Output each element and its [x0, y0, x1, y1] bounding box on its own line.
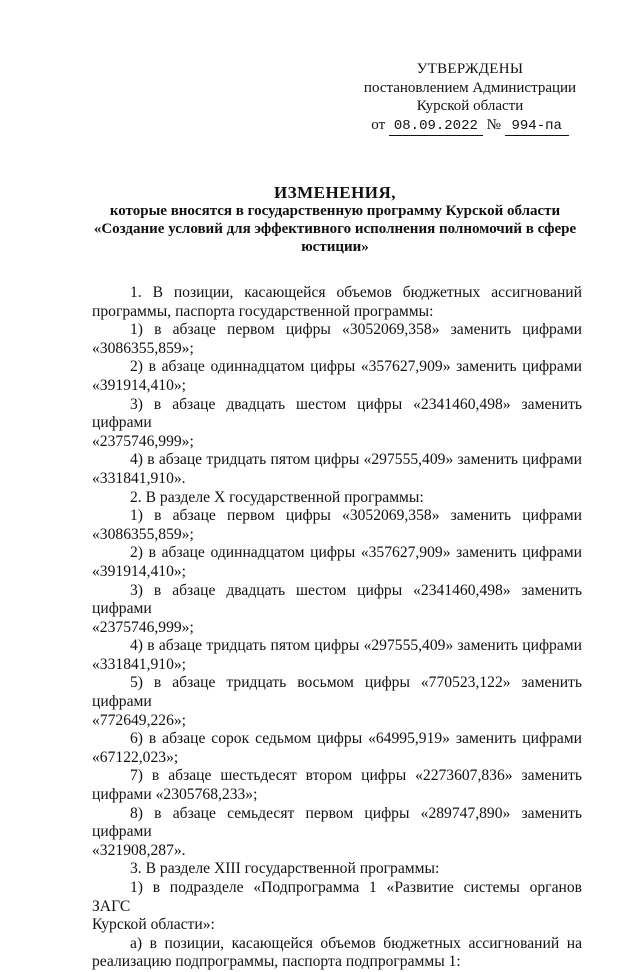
paragraph-first-line: а) в позиции, касающейся объемов бюджетных ассигнований на [130, 934, 582, 952]
approval-line-1: постановлением Администрации [363, 79, 577, 96]
approval-stamp [360, 60, 580, 136]
paragraph-first-line: 8) в абзаце семьдесят первом цифры «289747,890» заменить цифрами [92, 804, 582, 841]
paragraph-continuation: цифрами «2305768,233»; [92, 786, 258, 804]
paragraph [92, 730, 582, 767]
paragraph-first-line: 4) в абзаце тридцать пятом цифры «297555,409» заменить цифрами [130, 451, 582, 469]
paragraph [92, 396, 582, 452]
paragraph-continuation: «391914,410»; [92, 562, 186, 580]
from-label: от [371, 116, 386, 133]
paragraph-continuation: «772649,226»; [92, 711, 186, 729]
paragraph [92, 935, 582, 972]
paragraph-continuation: Курской области»: [92, 916, 215, 934]
paragraph-continuation: «391914,410»; [92, 376, 186, 394]
paragraph [92, 544, 582, 581]
heading-line-1: которые вносятся в государственную программу Курской области [109, 203, 561, 219]
paragraph-first-line: 2) в абзаце одиннадцатом цифры «357627,909» заменить цифрами [130, 358, 582, 376]
paragraph [92, 805, 582, 861]
paragraph-continuation: «331841,910»; [92, 655, 186, 673]
paragraph-continuation: «2375746,999»; [92, 432, 194, 450]
paragraph-continuation: «3086355,859»; [92, 339, 194, 357]
paragraph-continuation: «67122,023»; [92, 748, 179, 766]
approval-number: 994-па [505, 117, 569, 137]
paragraph [92, 489, 582, 508]
paragraph [92, 284, 582, 321]
paragraph-continuation: «321908,287». [92, 841, 186, 859]
paragraph-first-line: 5) в абзаце тридцать восьмом цифры «770523,122» заменить цифрами [92, 674, 582, 711]
paragraph-first-line: 7) в абзаце шестьдесят втором цифры «2273607,836» заменить [130, 767, 582, 785]
heading-line-2: «Создание условий для эффективного исполнения полномочий в сфере [93, 221, 577, 237]
heading-title: ИЗМЕНЕНИЯ, [273, 183, 397, 202]
paragraph-first-line: 2. В разделе X государственной программы: [130, 488, 424, 506]
heading-line-3: юстиции» [301, 239, 369, 255]
paragraph-first-line: 3) в абзаце двадцать шестом цифры «2341460,498» заменить цифрами [92, 581, 582, 618]
document-heading [70, 184, 600, 256]
approval-line-2: Курской области [416, 98, 524, 114]
paragraph-first-line: 3) в абзаце двадцать шестом цифры «2341460,498» заменить цифрами [92, 395, 582, 432]
number-label: № [486, 116, 501, 133]
paragraph-first-line: 1. В позиции, касающейся объемов бюджетных ассигнований [130, 284, 582, 301]
paragraph-continuation: реализацию подпрограммы, паспорта подпрограммы 1: [92, 953, 461, 971]
document-body [92, 284, 582, 972]
paragraph-first-line: 2) в абзаце одиннадцатом цифры «357627,909» заменить цифрами [130, 544, 582, 562]
paragraph [92, 451, 582, 488]
paragraph-first-line: 1) в подразделе «Подпрограмма 1 «Развитие системы органов ЗАГС [92, 879, 582, 915]
paragraph [92, 860, 582, 879]
paragraph [92, 637, 582, 674]
approval-title: УТВЕРЖДЕНЫ [416, 61, 524, 77]
paragraph-first-line: 6) в абзаце сорок седьмом цифры «64995,919» заменить цифрами [130, 730, 582, 748]
paragraph [92, 767, 582, 804]
paragraph [92, 879, 582, 935]
approval-date: 08.09.2022 [389, 117, 483, 137]
paragraph-first-line: 3. В разделе XIII государственной программы: [130, 860, 440, 878]
paragraph-continuation: программы, паспорта государственной программы: [92, 302, 434, 320]
paragraph [92, 507, 582, 544]
paragraph-continuation: «2375746,999»; [92, 618, 194, 636]
paragraph-first-line: 1) в абзаце первом цифры «3052069,358» заменить цифрами [130, 321, 582, 339]
paragraph [92, 321, 582, 358]
paragraph [92, 358, 582, 395]
paragraph [92, 582, 582, 638]
paragraph-continuation: «3086355,859»; [92, 525, 194, 543]
paragraph-continuation: «331841,910». [92, 469, 186, 487]
approval-date-number [360, 116, 580, 137]
paragraph [92, 674, 582, 730]
paragraph-first-line: 4) в абзаце тридцать пятом цифры «297555,409» заменить цифрами [130, 637, 582, 655]
paragraph-first-line: 1) в абзаце первом цифры «3052069,358» заменить цифрами [130, 507, 582, 525]
